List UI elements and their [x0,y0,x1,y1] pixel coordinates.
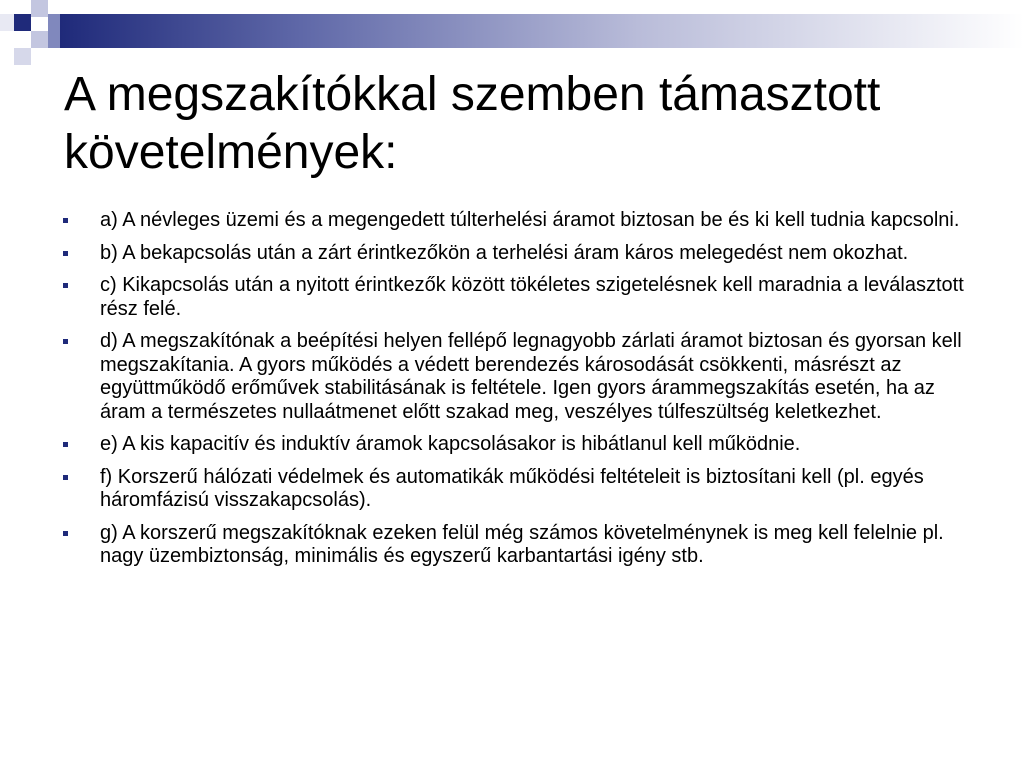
slide-title: A megszakítókkal szemben támasztott követelmények: [64,68,881,179]
deco-square-light [31,0,48,17]
list-item [60,330,965,424]
square-bullet-icon [63,283,68,288]
deco-square-light [31,31,48,48]
list-item [60,274,965,321]
header-gradient-bar [60,14,1024,48]
deco-square-white [0,14,14,31]
bullet-list [60,209,965,578]
bullet-text: d) A megszakítónak a beépítési helyen fellépő legnagyobb zárlati áramot biztosan és gyorsan kell megszakítania. A gyors működés a védett berendezés károsodását csökkenti, másrészt az együttműködő erőművek stabilitásának is feltétele. Igen gyors árammegszakítás esetén, ha az áram a természetes nullaátmenet előtt szakad meg, veszélyes túlfeszültség keletkezhet. [100,330,962,423]
bullet-text: f) Korszerű hálózati védelmek és automatikák működési feltételeit is biztosítani kell (pl. egyés háromfázisú visszakapcsolás). [100,465,924,511]
bullet-text: e) A kis kapacitív és induktív áramok kapcsolásakor is hibátlanul kell működnie. [100,433,801,455]
square-bullet-icon [63,339,68,344]
square-bullet-icon [63,475,68,480]
deco-square-mid [48,14,60,48]
bullet-text: a) A névleges üzemi és a megengedett túlterhelési áramot biztosan be és ki kell tudnia kapcsolni. [100,209,960,231]
deco-square-dark [14,14,31,31]
list-item [60,433,965,457]
square-bullet-icon [63,442,68,447]
list-item [60,466,965,513]
list-item [60,209,965,233]
square-bullet-icon [63,251,68,256]
bullet-text: b) A bekapcsolás után a zárt érintkezőkön a terhelési áram káros melegedést nem okozhat. [100,241,909,264]
bullet-text: c) Kikapcsolás után a nyitott érintkezők között tökéletes szigetelésnek kell maradnia a leválasztott rész felé. [100,274,964,320]
square-bullet-icon [63,531,68,536]
list-item [60,242,965,266]
bullet-text: g) A korszerű megszakítóknak ezeken felül még számos követelménynek is meg kell felelnie pl. nagy üzembiztonság, minimális és egyszerű karbantartási igény stb. [100,521,944,567]
deco-square-light [14,48,31,65]
list-item [60,522,965,569]
square-bullet-icon [63,218,68,223]
